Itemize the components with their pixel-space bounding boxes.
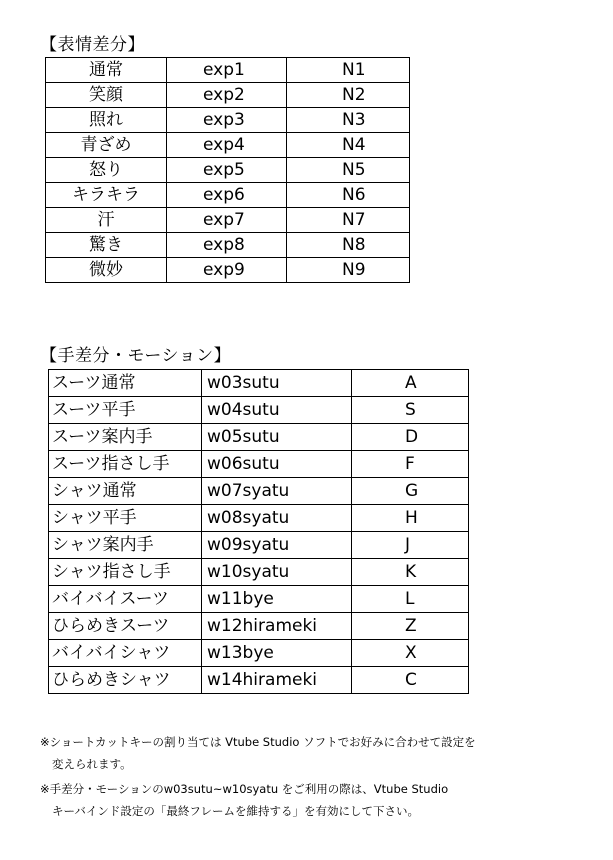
key-cell: A: [352, 370, 469, 397]
table-row: [49, 667, 469, 694]
table-row: [49, 451, 469, 478]
table-row: [46, 233, 410, 258]
name-cell: スーツ指さし手: [49, 451, 202, 478]
key-cell: K: [352, 559, 469, 586]
name-cell: 驚き: [46, 233, 167, 258]
key-cell: L: [352, 586, 469, 613]
name-cell: シャツ平手: [49, 505, 202, 532]
note-keybind: [40, 778, 448, 822]
code-cell: w14hirameki: [202, 667, 352, 694]
name-cell: 青ざめ: [46, 133, 167, 158]
motions-table: [48, 369, 469, 694]
key-cell: H: [352, 505, 469, 532]
code-cell: w13bye: [202, 640, 352, 667]
table-row: [49, 613, 469, 640]
key-cell: F: [352, 451, 469, 478]
note-shortcut-line2: 変えられます。: [52, 757, 132, 771]
key-cell: N5: [287, 158, 410, 183]
name-cell: シャツ通常: [49, 478, 202, 505]
code-cell: w03sutu: [202, 370, 352, 397]
name-cell: シャツ案内手: [49, 532, 202, 559]
table-row: [49, 397, 469, 424]
key-cell: N8: [287, 233, 410, 258]
name-cell: ひらめきシャツ: [49, 667, 202, 694]
name-cell: キラキラ: [46, 183, 167, 208]
note-keybind-line1: ※手差分・モーションのw03sutu~w10syatu をご利用の際は、Vtube Studio: [40, 782, 449, 796]
code-cell: exp9: [167, 258, 287, 283]
name-cell: 通常: [46, 58, 167, 83]
name-cell: スーツ通常: [49, 370, 202, 397]
name-cell: バイバイシャツ: [49, 640, 202, 667]
note-shortcut: [40, 731, 476, 775]
expressions-title: 【表情差分】: [40, 35, 145, 55]
name-cell: 照れ: [46, 108, 167, 133]
table-row: [49, 586, 469, 613]
key-cell: C: [352, 667, 469, 694]
motions-title: 【手差分・モーション】: [40, 346, 232, 366]
key-cell: X: [352, 640, 469, 667]
key-cell: N1: [287, 58, 410, 83]
name-cell: 笑顔: [46, 83, 167, 108]
name-cell: 怒り: [46, 158, 167, 183]
code-cell: exp1: [167, 58, 287, 83]
key-cell: Z: [352, 613, 469, 640]
table-row: [46, 108, 410, 133]
name-cell: シャツ指さし手: [49, 559, 202, 586]
name-cell: 微妙: [46, 258, 167, 283]
code-cell: w12hirameki: [202, 613, 352, 640]
name-cell: バイバイスーツ: [49, 586, 202, 613]
key-cell: D: [352, 424, 469, 451]
code-cell: w09syatu: [202, 532, 352, 559]
code-cell: w07syatu: [202, 478, 352, 505]
table-row: [49, 424, 469, 451]
table-row: [46, 183, 410, 208]
name-cell: スーツ平手: [49, 397, 202, 424]
table-row: [46, 208, 410, 233]
key-cell: N3: [287, 108, 410, 133]
code-cell: exp5: [167, 158, 287, 183]
key-cell: N2: [287, 83, 410, 108]
table-row: [46, 133, 410, 158]
code-cell: exp8: [167, 233, 287, 258]
code-cell: w10syatu: [202, 559, 352, 586]
code-cell: w08syatu: [202, 505, 352, 532]
code-cell: w11bye: [202, 586, 352, 613]
key-cell: J: [352, 532, 469, 559]
code-cell: exp3: [167, 108, 287, 133]
code-cell: exp4: [167, 133, 287, 158]
key-cell: N7: [287, 208, 410, 233]
table-row: [46, 158, 410, 183]
key-cell: N9: [287, 258, 410, 283]
code-cell: w06sutu: [202, 451, 352, 478]
table-row: [49, 532, 469, 559]
table-row: [46, 258, 410, 283]
table-row: [46, 83, 410, 108]
note-keybind-line2: キーバインド設定の「最終フレームを維持する」を有効にして下さい。: [52, 804, 419, 818]
name-cell: スーツ案内手: [49, 424, 202, 451]
table-row: [49, 640, 469, 667]
table-row: [49, 559, 469, 586]
table-row: [49, 370, 469, 397]
key-cell: N6: [287, 183, 410, 208]
table-row: [49, 505, 469, 532]
key-cell: S: [352, 397, 469, 424]
key-cell: N4: [287, 133, 410, 158]
expressions-table: [45, 57, 410, 283]
code-cell: exp2: [167, 83, 287, 108]
note-shortcut-line1: ※ショートカットキーの割り当ては Vtube Studio ソフトでお好みに合わせて設定を: [40, 735, 476, 749]
table-row: [49, 478, 469, 505]
name-cell: ひらめきスーツ: [49, 613, 202, 640]
code-cell: exp7: [167, 208, 287, 233]
name-cell: 汗: [46, 208, 167, 233]
code-cell: exp6: [167, 183, 287, 208]
table-row: [46, 58, 410, 83]
code-cell: w04sutu: [202, 397, 352, 424]
code-cell: w05sutu: [202, 424, 352, 451]
key-cell: G: [352, 478, 469, 505]
